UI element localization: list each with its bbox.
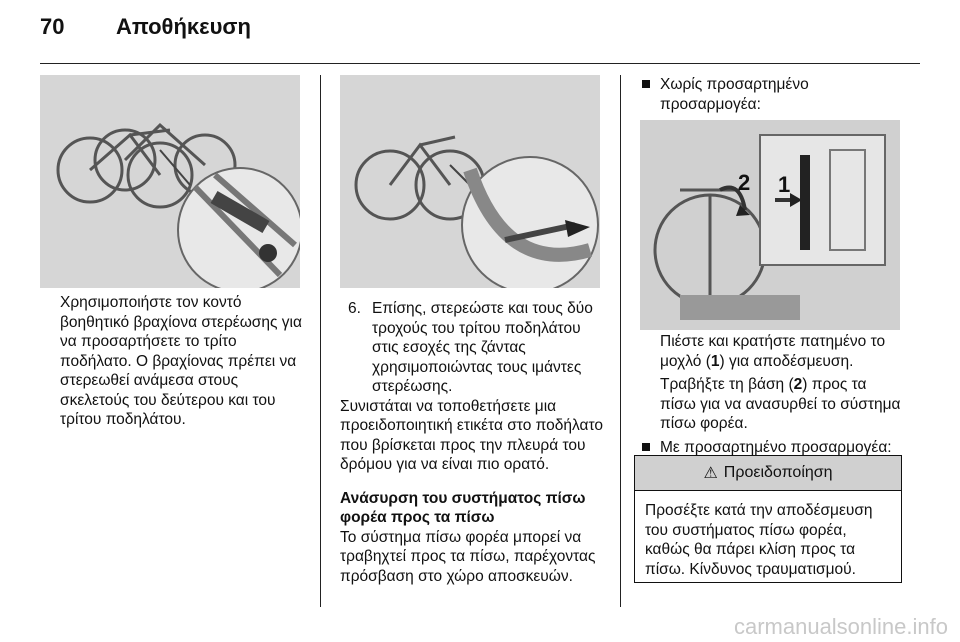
left-paragraph	[60, 293, 305, 430]
step-6	[340, 299, 608, 397]
section-paragraph: Το σύστημα πίσω φορέα μπορεί να τραβηχτεί προς τα πίσω, παρέχοντας πρόσβαση στο χώρο αποσκευών.	[340, 528, 596, 585]
wheel-strap-illustration	[340, 75, 600, 288]
bullet-square-icon	[642, 443, 650, 451]
right-instructions	[640, 332, 905, 457]
bullet-square-icon	[642, 80, 650, 88]
warning-text: Προσέξτε κατά την αποδέσμευση του συστήματος πίσω φορέα, καθώς θα πάρει κλίση προς τα πίσω. Κίνδυνος τραυματισμού.	[645, 502, 873, 578]
page-number: 70	[40, 14, 65, 39]
bullet-without-adapter: Χωρίς προσαρτημένο προσαρμογέα:	[640, 75, 905, 114]
section-heading: Ανάσυρση του συστήματος πίσω φορέα προς τα πίσω	[340, 489, 586, 526]
warning-box	[634, 455, 902, 583]
figure-bike-support-arm	[40, 75, 300, 288]
step-number: 6.	[348, 300, 361, 317]
warning-label-paragraph: Συνιστάται να τοποθετήσετε μια προειδοποιητική ετικέτα στο ποδήλατο που βρίσκεται προς την πλευρά του δρόμου για να είναι πιο ορατό.	[340, 397, 603, 473]
figure-label-2: 2	[738, 170, 751, 195]
warning-title: Προειδοποίηση	[723, 464, 833, 481]
header-rule	[40, 63, 920, 64]
column-divider-right	[620, 75, 621, 607]
warning-header	[635, 456, 901, 491]
figure-wheel-strap	[340, 75, 600, 288]
middle-column	[340, 299, 608, 586]
pull-base-instruction: Τραβήξτε τη βάση (2) προς τα πίσω για να ανασυρθεί το σύστημα πίσω φορέα.	[660, 376, 901, 432]
figure-label-1: 1	[778, 172, 791, 197]
page-title: Αποθήκευση	[116, 14, 251, 39]
step-text: Επίσης, στερεώστε και τους δύο τροχούς του τρίτου ποδηλάτου στις εσοχές της ζάντας χρησιμοποιώντας τους ιμάντες στερέωσης.	[372, 300, 593, 395]
warning-triangle-icon: ⚠	[703, 465, 718, 482]
release-lever-illustration	[640, 120, 900, 330]
right-bullet-1	[640, 75, 905, 114]
support-arm-instruction: Χρησιμοποιήστε τον κοντό βοηθητικό βραχίονα στερέωσης για να προσαρτήσετε το τρίτο ποδήλατο. Ο βραχίονας πρέπει να στερεωθεί ανάμεσα στους σκελετούς του δεύτερου και του τρίτου ποδηλάτου.	[60, 294, 302, 428]
bullet-with-adapter: Με προσαρτημένο προσαρμογέα:	[640, 438, 905, 458]
watermark: carmanualsonline.info	[733, 614, 948, 639]
figure-release-lever	[640, 120, 900, 330]
column-divider-left	[320, 75, 321, 607]
bike-support-arm-illustration	[40, 75, 300, 288]
press-lever-instruction: Πιέστε και κρατήστε πατημένο το μοχλό (1) για αποδέσμευση.	[660, 333, 886, 370]
